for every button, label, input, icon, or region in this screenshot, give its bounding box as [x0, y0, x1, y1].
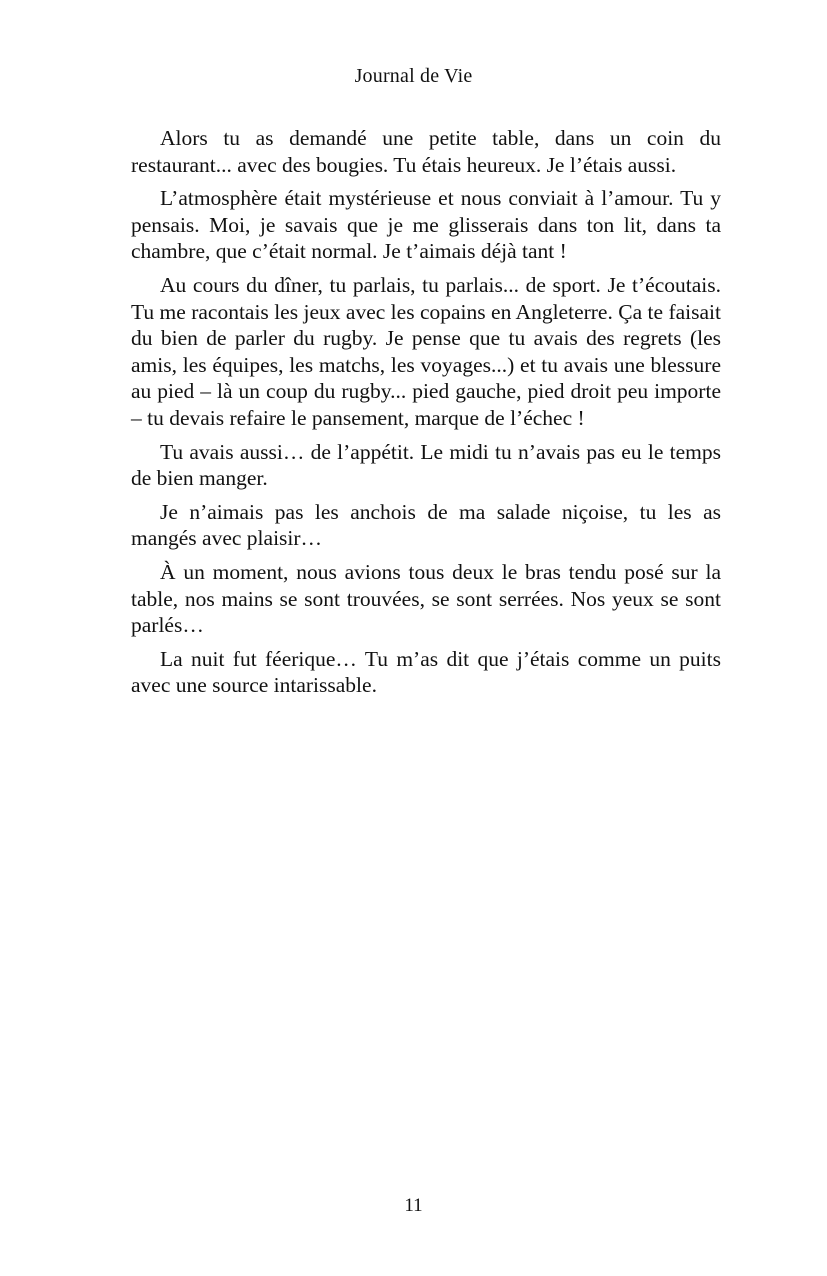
running-header-title: Journal de Vie	[354, 65, 473, 87]
paragraph-6: À un moment, nous avions tous deux le bras tendu posé sur la table, nos mains se sont trouvées, se sont serrées. Nos yeux se sont parlés…	[131, 559, 721, 638]
paragraph-7: La nuit fut féerique… Tu m’as dit que j’étais comme un puits avec une source intarissable.	[131, 646, 721, 698]
body-text	[131, 125, 721, 706]
paragraph-4: Tu avais aussi… de l’appétit. Le midi tu n’avais pas eu le temps de bien manger.	[131, 439, 721, 491]
paragraph-2: L’atmosphère était mystérieuse et nous conviait à l’amour. Tu y pensais. Moi, je savais que je me glisserais dans ton lit, dans ta chambre, que c’était normal. Je t’aimais déjà tant !	[131, 186, 721, 264]
paragraph-5: Je n’aimais pas les anchois de ma salade niçoise, tu les as mangés avec plaisir…	[131, 499, 721, 551]
page-number: 11	[404, 1195, 423, 1216]
paragraph-3: Au cours du dîner, tu parlais, tu parlais... de sport. Je t’écoutais. Tu me racontais les jeux avec les copains en Angleterre. Ça te faisait du bien de parler du rugby. Je pense que tu avais des regrets (les amis, les équipes, les matchs, les voyages...) et tu avais une blessure au pied – là un coup du rugby... pied gauche, pied droit peu importe – tu devais refaire le pansement, marque de l’échec !	[131, 272, 721, 430]
paragraph-1: Alors tu as demandé une petite table, dans un coin du restaurant... avec des bougies. Tu étais heureux. Je l’étais aussi.	[131, 126, 721, 177]
